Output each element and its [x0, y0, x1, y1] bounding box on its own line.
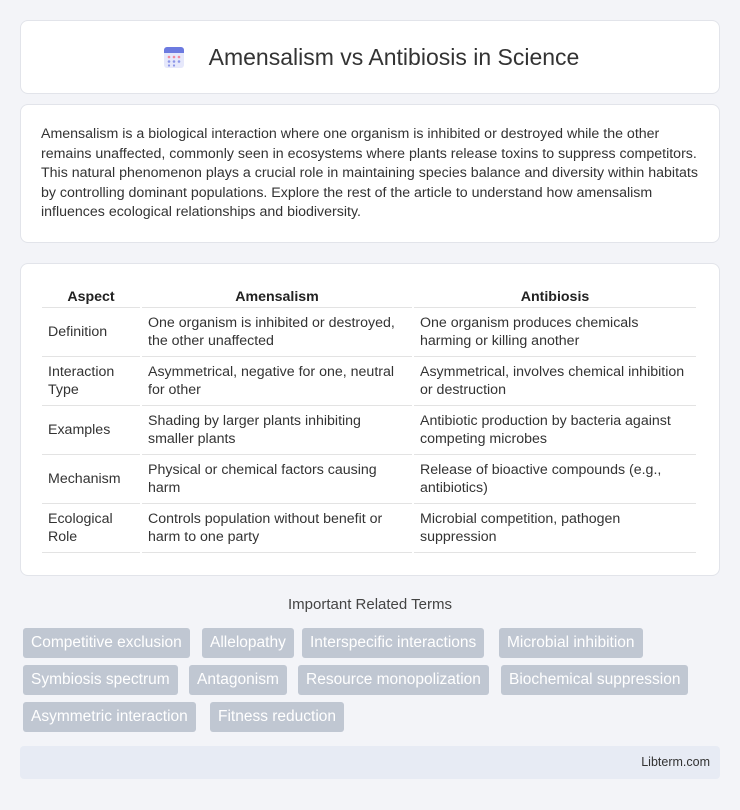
footer	[20, 746, 720, 779]
table-cell-antibiosis: Microbial competition, pathogen suppression	[414, 504, 696, 553]
tag-allelopathy[interactable]: Allelopathy	[202, 628, 294, 658]
table-cell-antibiosis: Antibiotic production by bacteria against competing microbes	[414, 406, 696, 455]
table-cell-aspect: Examples	[42, 406, 140, 455]
related-terms-section	[20, 596, 720, 613]
related-terms-title: Important Related Terms	[288, 596, 452, 613]
table-cell-antibiosis: One organism produces chemicals harming or killing another	[414, 308, 696, 357]
table-header-row	[42, 284, 696, 308]
comparison-card	[20, 263, 720, 576]
table-cell-aspect: Definition	[42, 308, 140, 357]
table-row	[42, 406, 696, 455]
column-header-aspect: Aspect	[42, 284, 140, 308]
table-cell-aspect: Interaction Type	[42, 357, 140, 406]
tag-symbiosis-spectrum[interactable]: Symbiosis spectrum	[23, 665, 178, 695]
document-icon	[161, 44, 187, 70]
header-card	[20, 20, 720, 94]
column-header-antibiosis: Antibiosis	[414, 284, 696, 308]
tag-competitive-exclusion[interactable]: Competitive exclusion	[23, 628, 190, 658]
column-header-amensalism: Amensalism	[142, 284, 412, 308]
intro-card	[20, 104, 720, 243]
table-cell-aspect: Ecological Role	[42, 504, 140, 553]
comparison-table	[40, 284, 698, 553]
table-cell-amensalism: Physical or chemical factors causing harm	[142, 455, 412, 504]
table-cell-amensalism: Controls population without benefit or harm to one party	[142, 504, 412, 553]
tag-biochemical-suppression[interactable]: Biochemical suppression	[501, 665, 688, 695]
intro-paragraph: Amensalism is a biological interaction where one organism is inhibited or destroyed while the other remains unaffected, commonly seen in ecosystems where plants release toxins to suppress competitors. This natural phenomenon plays a crucial role in maintaining species balance and diversity within habitats by controlling dominant populations. Explore the rest of the article to understand how amensalism influences ecological relationships and biodiversity.	[41, 126, 698, 220]
tag-resource-monopolization[interactable]: Resource monopolization	[298, 665, 489, 695]
page-title: Amensalism vs Antibiosis in Science	[208, 43, 580, 70]
table-cell-aspect: Mechanism	[42, 455, 140, 504]
table-cell-amensalism: Shading by larger plants inhibiting smaller plants	[142, 406, 412, 455]
tag-asymmetric-interaction[interactable]: Asymmetric interaction	[23, 702, 196, 732]
tag-interspecific-interactions[interactable]: Interspecific interactions	[302, 628, 484, 658]
tag-antagonism[interactable]: Antagonism	[189, 665, 287, 695]
table-row	[42, 455, 696, 504]
footer-site-link[interactable]: Libterm.com	[641, 755, 710, 769]
table-cell-amensalism: One organism is inhibited or destroyed, the other unaffected	[142, 308, 412, 357]
table-row	[42, 308, 696, 357]
table-cell-antibiosis: Release of bioactive compounds (e.g., antibiotics)	[414, 455, 696, 504]
table-row	[42, 357, 696, 406]
tag-fitness-reduction[interactable]: Fitness reduction	[210, 702, 344, 732]
tag-microbial-inhibition[interactable]: Microbial inhibition	[499, 628, 643, 658]
title-wrap	[161, 44, 580, 71]
table-cell-amensalism: Asymmetrical, negative for one, neutral for other	[142, 357, 412, 406]
table-cell-antibiosis: Asymmetrical, involves chemical inhibition or destruction	[414, 357, 696, 406]
table-row	[42, 504, 696, 553]
